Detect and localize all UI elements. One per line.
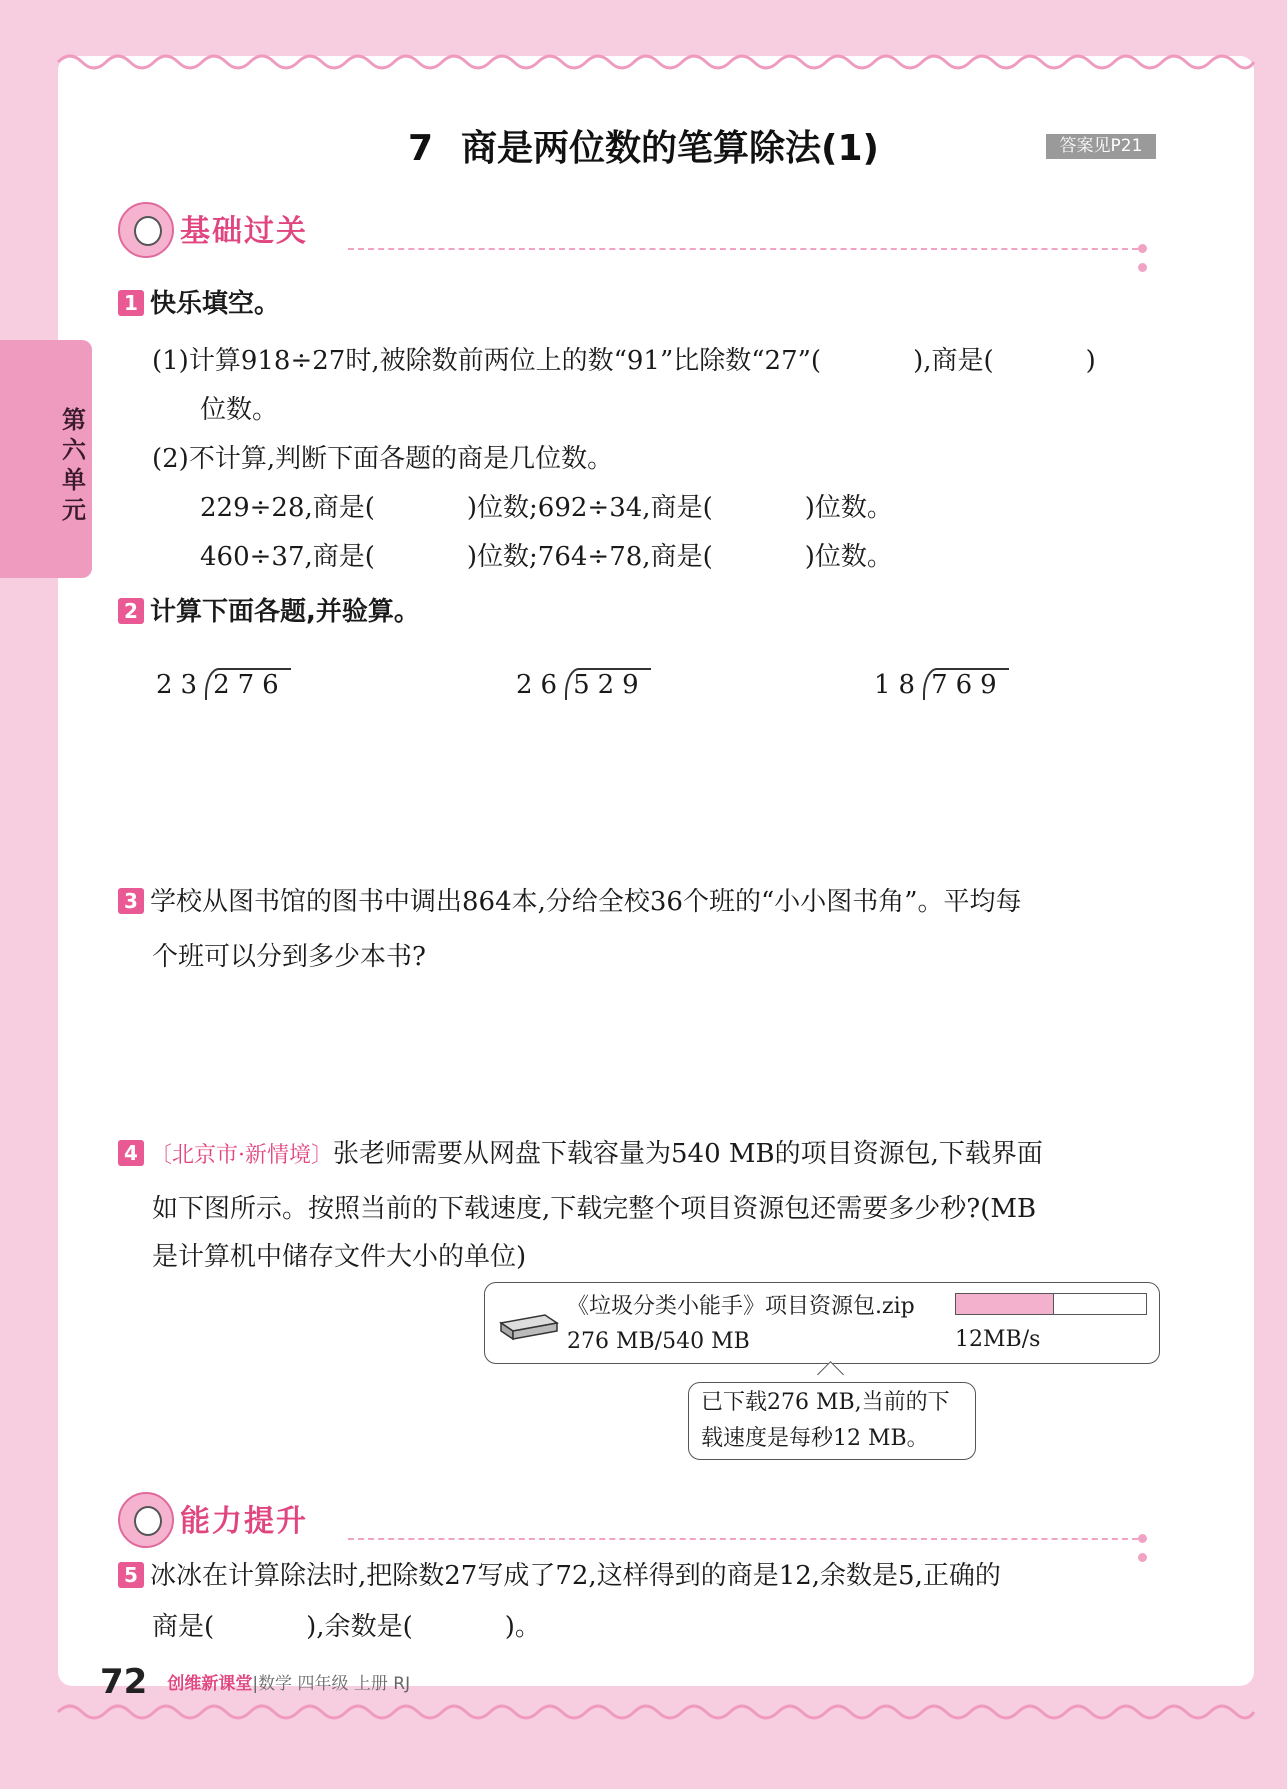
q1-part2-row2: [200, 536, 893, 573]
download-panel: [484, 1282, 1160, 1364]
long-division: [874, 668, 1009, 700]
bubble-line: 载速度是每秒12 MB。: [701, 1426, 929, 1451]
mascot-icon: [118, 1492, 174, 1548]
question-1: [118, 280, 280, 328]
question-number-badge: 1: [118, 290, 144, 316]
hard-drive-icon: [499, 1311, 559, 1341]
divisor: 26: [516, 670, 566, 700]
book-meta: 数学 四年级 上册 RJ: [258, 1674, 411, 1694]
page-number: 72: [100, 1662, 148, 1702]
download-progress-bar: [955, 1293, 1147, 1315]
question-title: 快乐填空。: [150, 289, 281, 319]
lesson-title: 商是两位数的笔算除法(1): [461, 128, 880, 169]
question-number-badge: 3: [118, 888, 144, 914]
divisor: 18: [874, 670, 924, 700]
long-division: [516, 668, 651, 700]
unit-char: 单: [62, 466, 86, 494]
q1-part2-head: (2)不计算,判断下面各题的商是几位数。: [152, 444, 614, 474]
question-title: 计算下面各题,并验算。: [150, 597, 420, 627]
progress-fill: [956, 1294, 1054, 1314]
q1-text: )位数。: [804, 542, 893, 572]
question-3: [118, 878, 1022, 926]
section-divider: [348, 1538, 1138, 1540]
section-advanced-header: [118, 1490, 1158, 1550]
unit-char: 元: [62, 496, 86, 524]
q1-part1-line1: [152, 340, 1096, 377]
dots-icon: [1138, 1528, 1158, 1566]
question-text: 冰冰在计算除法时,把除数27写成了72,这样得到的商是12,余数是5,正确的: [150, 1561, 1001, 1591]
section-title: 基础过关: [180, 214, 308, 249]
q1-text: 229÷28,商是(: [200, 493, 375, 523]
question-number-badge: 5: [118, 1562, 144, 1588]
q5-line2: [152, 1606, 541, 1643]
page-footer: [100, 1662, 410, 1702]
q1-text: )位数;764÷78,商是(: [466, 542, 713, 572]
section-basic-header: [118, 200, 1158, 260]
unit-side-label: [54, 405, 94, 525]
file-size-progress: 276 MB/540 MB: [567, 1329, 750, 1354]
long-division: [156, 668, 291, 700]
question-text: 学校从图书馆的图书中调出864本,分给全校36个班的“小小图书角”。平均每: [150, 887, 1022, 917]
question-4: [118, 1130, 1043, 1180]
dividend: 769: [923, 668, 1009, 700]
question-text: 张老师需要从网盘下载容量为540 MB的项目资源包,下载界面: [333, 1139, 1043, 1169]
speech-bubble: [688, 1382, 976, 1460]
dividend: 529: [565, 668, 651, 700]
mascot-icon: [118, 202, 174, 258]
q1-part1-line2: 位数。: [200, 395, 279, 425]
q1-text: ): [1085, 346, 1096, 376]
question-number-badge: 2: [118, 598, 144, 624]
lesson-number: 7: [407, 128, 434, 169]
section-title: 能力提升: [180, 1504, 308, 1539]
q3-line2: 个班可以分到多少本书?: [152, 942, 426, 972]
q4-line2: 如下图所示。按照当前的下载速度,下载完整个项目资源包还需要多少秒?(MB: [152, 1194, 1037, 1224]
q1-text: )位数。: [804, 493, 893, 523]
q1-text: )位数;692÷34,商是(: [466, 493, 713, 523]
unit-char: 第: [62, 406, 86, 434]
bottom-wave-border: [0, 1698, 1287, 1728]
dots-icon: [1138, 238, 1158, 276]
top-wave-border: [0, 46, 1287, 76]
divisor: 23: [156, 670, 206, 700]
q1-text: 460÷37,商是(: [200, 542, 375, 572]
dividend: 276: [205, 668, 291, 700]
footer-separator: |: [252, 1674, 259, 1694]
answer-reference-badge: 答案见P21: [1046, 134, 1156, 159]
brand-name: 创维新课堂: [167, 1674, 253, 1694]
section-divider: [348, 248, 1138, 250]
question-number-badge: 4: [118, 1140, 144, 1166]
q5-text: ),余数是(: [306, 1612, 413, 1642]
context-tag: 〔北京市·新情境〕: [150, 1143, 333, 1168]
question-5: [118, 1552, 1001, 1600]
bubble-line: 已下载276 MB,当前的下: [701, 1390, 950, 1415]
unit-char: 六: [62, 436, 86, 464]
q1-text: ),商是(: [913, 346, 994, 376]
q4-line3: 是计算机中储存文件大小的单位): [152, 1242, 527, 1272]
q5-text: )。: [504, 1612, 541, 1642]
q1-part2-row1: [200, 487, 893, 524]
question-2: [118, 588, 420, 636]
q1-text: (1)计算918÷27时,被除数前两位上的数“91”比除数“27”(: [152, 346, 822, 376]
q5-text: 商是(: [152, 1612, 215, 1642]
download-speed: 12MB/s: [955, 1327, 1041, 1352]
file-name: 《垃圾分类小能手》项目资源包.zip: [567, 1294, 915, 1319]
